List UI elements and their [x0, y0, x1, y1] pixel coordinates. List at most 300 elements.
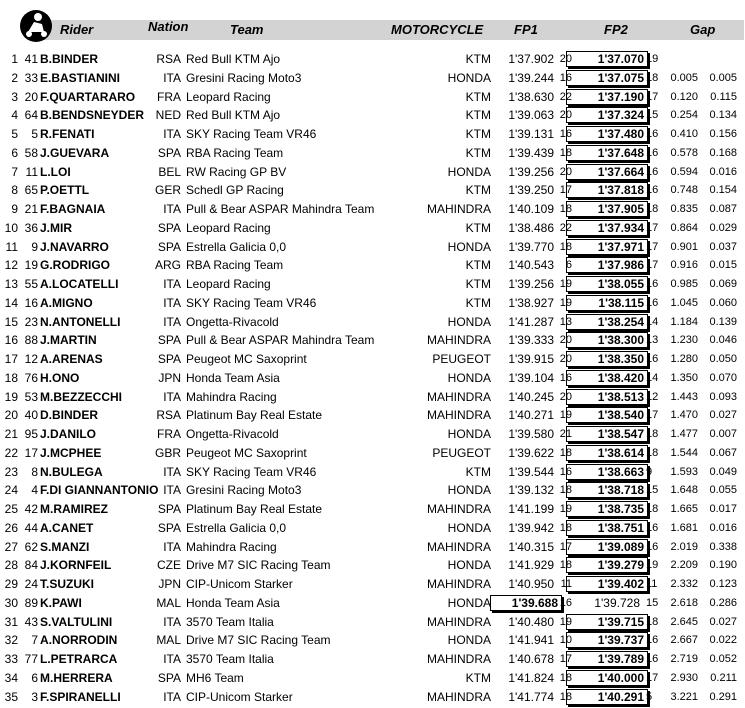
- motorcycle-rider-icon: [18, 8, 54, 44]
- cell-gap2: 0.123: [709, 578, 737, 590]
- cell-gap1: 2.209: [670, 559, 698, 572]
- cell-fp1: 1'39.256: [508, 277, 554, 291]
- cell-gap1: 0.120: [670, 90, 698, 103]
- cell-gap1: 2.019: [670, 540, 698, 553]
- cell-nation: SPA: [157, 239, 181, 254]
- cell-pos: 26: [4, 520, 18, 535]
- cell-nation: ITA: [163, 652, 181, 666]
- cell-fp1-rank: 20: [559, 334, 572, 347]
- cell-gap2: 0.007: [709, 428, 737, 440]
- cell-num: 53: [24, 389, 38, 404]
- cell-team: RBA Racing Team: [186, 258, 284, 273]
- cell-gap1: 2.332: [670, 578, 698, 590]
- cell-team: Pull & Bear ASPAR Mahindra Team: [186, 333, 375, 348]
- cell-nation: SPA: [157, 145, 181, 160]
- table-row: [0, 575, 745, 594]
- cell-rider: A.CANET: [40, 520, 94, 535]
- cell-gap2: 0.338: [709, 540, 737, 553]
- cell-fp1-rank: 16: [559, 371, 572, 384]
- cell-fp2: 1'39.279: [566, 557, 648, 573]
- table-row: [0, 125, 745, 144]
- cell-fp1: 1'39.580: [508, 427, 554, 441]
- cell-num: 5: [31, 127, 38, 141]
- cell-fp2: 1'38.614: [566, 445, 648, 461]
- table-row: [0, 425, 745, 444]
- cell-fp1-rank: 11: [560, 578, 572, 590]
- cell-moto: HONDA: [447, 520, 491, 535]
- cell-fp1: 1'39.256: [508, 164, 554, 179]
- cell-gap1: 1.045: [670, 296, 698, 309]
- cell-gap2: 0.291: [709, 690, 737, 703]
- cell-fp1: 1'37.902: [508, 52, 554, 66]
- cell-fp1: 1'41.774: [508, 689, 554, 704]
- cell-num: 95: [24, 427, 38, 441]
- cell-fp2-rank: 17: [646, 409, 659, 422]
- cell-fp2-rank: 18: [646, 203, 659, 215]
- cell-fp2-rank: 9: [646, 465, 653, 478]
- cell-gap2: 0.027: [709, 615, 737, 628]
- cell-gap1: 2.618: [670, 596, 698, 609]
- cell-fp1: 1'41.941: [508, 633, 554, 648]
- cell-pos: 14: [4, 295, 18, 310]
- cell-nation: SPA: [157, 520, 181, 535]
- cell-nation: JPN: [158, 577, 181, 591]
- cell-nation: FRA: [157, 89, 181, 104]
- cell-num: 84: [24, 558, 38, 573]
- cell-fp2-rank: 15: [646, 109, 659, 122]
- cell-gap2: 0.050: [709, 353, 737, 365]
- cell-gap2: 0.005: [709, 71, 737, 84]
- cell-rider: M.RAMIREZ: [40, 502, 108, 516]
- cell-gap1: 1.544: [670, 446, 698, 459]
- cell-moto: KTM: [465, 183, 491, 198]
- cell-fp2-rank: 15: [646, 484, 659, 497]
- cell-rider: P.OETTL: [40, 183, 90, 198]
- cell-rider: T.SUZUKI: [40, 577, 94, 591]
- cell-fp2-rank: 16: [646, 653, 659, 665]
- table-row: [0, 144, 745, 163]
- cell-num: 6: [31, 670, 38, 685]
- table-row: [0, 313, 745, 332]
- cell-pos: 29: [4, 577, 18, 591]
- header-gap: Gap: [690, 22, 716, 37]
- cell-pos: 2: [11, 70, 18, 85]
- cell-rider: L.PETRARCA: [40, 652, 118, 666]
- cell-nation: MAL: [156, 633, 181, 648]
- cell-rider: D.BINDER: [40, 408, 99, 423]
- cell-moto: KTM: [465, 52, 491, 66]
- cell-nation: ITA: [163, 464, 181, 479]
- cell-nation: ITA: [163, 70, 181, 85]
- cell-nation: RSA: [156, 52, 181, 66]
- cell-gap1: 0.410: [670, 128, 698, 140]
- cell-fp1: 1'40.109: [508, 202, 554, 216]
- cell-fp2: 1'38.115: [566, 295, 648, 311]
- cell-gap2: 0.046: [709, 334, 737, 347]
- cell-fp2-rank: 18: [646, 71, 659, 84]
- table-row: [0, 613, 745, 632]
- cell-pos: 27: [4, 539, 18, 554]
- cell-gap1: 0.005: [670, 71, 698, 84]
- cell-fp1-rank: 10: [559, 634, 572, 647]
- cell-gap2: 0.211: [710, 671, 737, 684]
- cell-team: Ongetta-Rivacold: [186, 427, 279, 441]
- cell-num: 21: [24, 202, 38, 216]
- cell-nation: ITA: [163, 614, 181, 629]
- cell-nation: MAL: [156, 595, 181, 610]
- cell-nation: ITA: [163, 295, 181, 310]
- cell-fp2: 1'39.737: [566, 632, 648, 648]
- cell-gap1: 1.230: [670, 334, 698, 347]
- cell-fp1-rank: 17: [559, 653, 572, 665]
- cell-rider: F.BAGNAIA: [40, 202, 106, 216]
- header-nation: Nation: [148, 19, 189, 34]
- table-row: [0, 650, 745, 669]
- cell-fp1: 1'39.250: [508, 183, 554, 198]
- cell-fp2-rank: 16: [646, 296, 659, 309]
- cell-pos: 8: [11, 183, 18, 198]
- cell-fp2: 1'37.480: [566, 126, 648, 142]
- table-row: [0, 538, 745, 557]
- cell-moto: MAHINDRA: [426, 502, 491, 516]
- cell-fp1-rank: 18: [559, 690, 572, 703]
- cell-gap2: 0.049: [709, 465, 737, 478]
- cell-num: 3: [31, 689, 38, 704]
- cell-fp1-rank: 21: [559, 428, 572, 440]
- cell-gap1: 1.443: [670, 390, 698, 403]
- cell-rider: F.SPIRANELLI: [40, 689, 121, 704]
- cell-pos: 23: [4, 464, 18, 479]
- table-row: [0, 106, 745, 125]
- cell-num: 88: [24, 333, 38, 348]
- table-row: [0, 163, 745, 182]
- cell-gap1: 1.593: [670, 465, 698, 478]
- cell-rider: J.KORNFEIL: [40, 558, 112, 573]
- results-table: [0, 50, 745, 706]
- cell-fp1: 1'40.543: [508, 258, 554, 273]
- cell-fp2: 1'38.513: [566, 389, 648, 405]
- cell-gap2: 0.087: [709, 203, 737, 215]
- cell-nation: GER: [154, 183, 181, 198]
- cell-num: 8: [31, 464, 38, 479]
- cell-pos: 28: [4, 558, 18, 573]
- cell-fp2-rank: 19: [646, 559, 659, 572]
- cell-num: 12: [24, 352, 38, 366]
- table-row: [0, 275, 745, 294]
- cell-gap2: 0.168: [709, 146, 737, 159]
- cell-gap1: 1.477: [670, 428, 698, 440]
- cell-num: 33: [24, 70, 38, 85]
- cell-gap2: 0.134: [709, 109, 737, 122]
- cell-fp1: 1'39.688: [490, 595, 562, 611]
- cell-fp1-rank: 16: [559, 465, 572, 478]
- cell-fp2: 1'38.350: [566, 351, 648, 367]
- cell-moto: KTM: [465, 127, 491, 141]
- cell-team: SKY Racing Team VR46: [186, 464, 317, 479]
- cell-fp2-rank: 16: [646, 634, 659, 647]
- table-row: [0, 238, 745, 257]
- cell-fp1: 1'40.245: [508, 389, 554, 404]
- cell-gap2: 0.156: [709, 128, 737, 140]
- cell-nation: BEL: [158, 164, 181, 179]
- cell-team: Platinum Bay Real Estate: [186, 502, 323, 516]
- cell-team: Gresini Racing Moto3: [186, 483, 302, 498]
- cell-moto: MAHINDRA: [426, 689, 491, 704]
- table-row: [0, 256, 745, 275]
- cell-num: 24: [24, 577, 38, 591]
- cell-team: Honda Team Asia: [186, 370, 280, 385]
- cell-fp1: 1'38.486: [508, 220, 554, 235]
- cell-rider: F.DI GIANNANTONIO: [40, 483, 159, 498]
- cell-fp1-rank: 20: [559, 109, 572, 122]
- cell-pos: 30: [4, 595, 18, 610]
- cell-nation: SPA: [157, 333, 181, 348]
- cell-fp1-rank: 18: [559, 146, 572, 159]
- cell-pos: 15: [4, 314, 18, 329]
- cell-fp2-rank: 15: [646, 596, 659, 609]
- cell-fp1-rank: 22: [559, 90, 572, 103]
- cell-team: 3570 Team Italia: [186, 614, 274, 629]
- cell-fp1: 1'39.333: [508, 333, 554, 348]
- cell-fp2: 1'38.254: [566, 314, 648, 330]
- table-row: [0, 406, 745, 425]
- cell-fp1-rank: 19: [559, 503, 572, 515]
- cell-fp1: 1'39.544: [508, 464, 554, 479]
- cell-gap1: 2.930: [670, 671, 698, 684]
- cell-gap1: 0.985: [670, 278, 698, 290]
- cell-gap1: 0.748: [670, 184, 698, 197]
- cell-moto: HONDA: [447, 595, 491, 610]
- cell-moto: MAHINDRA: [426, 408, 491, 423]
- cell-fp2-rank: 14: [646, 315, 659, 328]
- cell-gap1: 1.184: [670, 315, 698, 328]
- cell-gap2: 0.016: [709, 165, 737, 178]
- cell-team: Estrella Galicia 0,0: [186, 520, 287, 535]
- table-row: [0, 200, 745, 219]
- cell-fp2: 1'37.070: [566, 51, 648, 67]
- cell-moto: MAHINDRA: [426, 333, 491, 348]
- cell-fp1-rank: 18: [559, 521, 572, 534]
- cell-fp2-rank: 17: [646, 671, 659, 684]
- cell-fp2: 1'37.934: [566, 220, 648, 236]
- table-row: [0, 481, 745, 500]
- cell-fp2: 1'37.664: [566, 164, 648, 180]
- table-row: [0, 69, 745, 88]
- cell-fp2: 1'39.789: [566, 651, 648, 667]
- cell-team: RBA Racing Team: [186, 145, 284, 160]
- cell-moto: KTM: [465, 295, 491, 310]
- cell-nation: ITA: [163, 314, 181, 329]
- cell-gap2: 0.055: [709, 484, 737, 497]
- cell-moto: KTM: [465, 670, 491, 685]
- cell-gap2: 0.060: [709, 296, 737, 309]
- cell-pos: 11: [5, 239, 18, 254]
- cell-fp1: 1'39.063: [508, 108, 554, 123]
- cell-moto: HONDA: [447, 633, 491, 648]
- cell-fp1-rank: 19: [559, 409, 572, 422]
- cell-rider: A.ARENAS: [40, 352, 103, 366]
- cell-fp1-rank: 18: [559, 484, 572, 497]
- cell-gap1: 0.578: [670, 146, 698, 159]
- header-team: Team: [230, 22, 264, 37]
- cell-pos: 5: [11, 127, 18, 141]
- cell-team: Estrella Galicia 0,0: [186, 239, 287, 254]
- cell-gap2: 0.190: [709, 559, 737, 572]
- cell-rider: G.RODRIGO: [40, 258, 111, 273]
- cell-team: Gresini Racing Moto3: [186, 70, 302, 85]
- cell-moto: HONDA: [447, 483, 491, 498]
- cell-pos: 13: [4, 277, 18, 291]
- cell-fp2: 1'38.420: [566, 370, 648, 386]
- cell-team: Leopard Racing: [186, 277, 271, 291]
- cell-rider: S.VALTULINI: [40, 614, 113, 629]
- cell-fp2: 1'37.324: [566, 107, 648, 123]
- cell-fp2: 1'37.190: [566, 89, 648, 105]
- cell-team: Platinum Bay Real Estate: [186, 408, 323, 423]
- cell-moto: HONDA: [447, 70, 491, 85]
- cell-gap1: 1.648: [670, 484, 698, 497]
- table-row: [0, 463, 745, 482]
- cell-pos: 33: [4, 652, 18, 666]
- cell-fp2-rank: 17: [646, 259, 659, 272]
- cell-nation: FRA: [157, 427, 181, 441]
- cell-num: 9: [31, 239, 38, 254]
- cell-fp2: 1'38.663: [566, 464, 648, 480]
- table-row: [0, 388, 745, 407]
- table-row: [0, 500, 745, 519]
- header-fp1: FP1: [514, 22, 538, 37]
- cell-rider: A.NORRODIN: [40, 633, 118, 648]
- cell-fp2: 1'38.718: [566, 482, 648, 498]
- cell-gap2: 0.015: [709, 259, 737, 272]
- cell-num: 20: [24, 89, 38, 104]
- cell-nation: SPA: [157, 352, 181, 366]
- cell-gap2: 0.017: [709, 503, 737, 515]
- cell-pos: 12: [4, 258, 18, 273]
- table-row: [0, 50, 745, 69]
- header-rider: Rider: [60, 22, 94, 37]
- cell-fp1: 1'41.824: [508, 670, 554, 685]
- cell-moto: MAHINDRA: [426, 389, 491, 404]
- cell-num: 89: [24, 595, 38, 610]
- table-row: [0, 519, 745, 538]
- cell-fp2-rank: 17: [646, 90, 659, 103]
- cell-fp1-rank: 20: [559, 353, 572, 365]
- cell-pos: 6: [11, 145, 18, 160]
- cell-moto: MAHINDRA: [426, 577, 491, 591]
- cell-gap2: 0.115: [710, 90, 737, 103]
- cell-rider: J.GUEVARA: [40, 145, 110, 160]
- cell-team: SKY Racing Team VR46: [186, 295, 317, 310]
- cell-num: 58: [24, 145, 38, 160]
- cell-fp1-rank: 16: [559, 71, 572, 84]
- cell-team: 3570 Team Italia: [186, 652, 274, 666]
- cell-team: Honda Team Asia: [186, 595, 280, 610]
- cell-fp1: 1'39.132: [508, 483, 554, 498]
- cell-gap2: 0.069: [709, 278, 737, 290]
- cell-team: Drive M7 SIC Racing Team: [186, 558, 331, 573]
- table-row: [0, 350, 745, 369]
- cell-moto: KTM: [465, 277, 491, 291]
- cell-nation: ITA: [163, 127, 181, 141]
- cell-pos: 32: [4, 633, 18, 648]
- cell-fp1: 1'39.439: [508, 145, 554, 160]
- cell-team: Peugeot MC Saxoprint: [186, 445, 307, 460]
- table-row: [0, 669, 745, 688]
- cell-gap2: 0.067: [709, 446, 737, 459]
- cell-num: 55: [24, 277, 38, 291]
- cell-team: Red Bull KTM Ajo: [186, 52, 281, 66]
- cell-num: 77: [24, 652, 38, 666]
- cell-team: Drive M7 SIC Racing Team: [186, 633, 331, 648]
- cell-team: Mahindra Racing: [186, 539, 277, 554]
- cell-gap2: 0.093: [709, 390, 737, 403]
- cell-pos: 35: [4, 689, 18, 704]
- cell-pos: 3: [11, 89, 18, 104]
- cell-fp2-rank: 16: [646, 165, 659, 178]
- cell-fp2-rank: 12: [646, 390, 659, 403]
- cell-rider: J.NAVARRO: [40, 239, 109, 254]
- cell-team: SKY Racing Team VR46: [186, 127, 317, 141]
- cell-fp1: 1'40.678: [508, 652, 554, 666]
- cell-fp1-rank: 20: [559, 53, 572, 65]
- cell-gap2: 0.070: [709, 371, 737, 384]
- cell-moto: HONDA: [447, 314, 491, 329]
- cell-fp2-rank: 16: [646, 146, 659, 159]
- table-row: [0, 181, 745, 200]
- cell-pos: 22: [4, 445, 18, 460]
- cell-fp2-rank: 18: [646, 428, 659, 440]
- cell-moto: HONDA: [447, 427, 491, 441]
- cell-rider: R.FENATI: [40, 127, 95, 141]
- cell-fp2: 1'37.818: [566, 182, 648, 198]
- cell-moto: MAHINDRA: [426, 539, 491, 554]
- cell-team: CIP-Unicom Starker: [186, 577, 293, 591]
- cell-nation: ARG: [154, 258, 181, 273]
- cell-rider: B.BINDER: [40, 52, 99, 66]
- table-row: [0, 444, 745, 463]
- cell-fp2-rank: 16: [646, 278, 659, 290]
- cell-fp1: 1'39.622: [508, 445, 554, 460]
- cell-moto: MAHINDRA: [426, 652, 491, 666]
- cell-fp2: 1'37.905: [566, 201, 648, 217]
- cell-pos: 20: [4, 408, 18, 423]
- cell-num: 17: [24, 445, 38, 460]
- cell-team: Leopard Racing: [186, 220, 271, 235]
- cell-fp2-rank: 5: [646, 690, 653, 703]
- cell-fp1: 1'38.927: [508, 295, 554, 310]
- cell-fp1-rank: 16: [559, 128, 572, 140]
- cell-fp1-rank: 13: [559, 315, 572, 328]
- cell-nation: GBR: [154, 445, 181, 460]
- cell-team: Schedl GP Racing: [186, 183, 284, 198]
- cell-fp2: 1'38.547: [566, 426, 648, 442]
- cell-pos: 9: [11, 202, 18, 216]
- cell-fp2: 1'37.971: [566, 239, 648, 255]
- cell-rider: K.PAWI: [40, 595, 82, 610]
- cell-fp2-rank: 18: [646, 615, 659, 628]
- cell-nation: CZE: [157, 558, 181, 573]
- cell-gap2: 0.286: [709, 596, 737, 609]
- cell-fp2-rank: 16: [646, 184, 659, 197]
- cell-rider: M.BEZZECCHI: [40, 389, 122, 404]
- cell-pos: 4: [11, 108, 18, 123]
- cell-gap1: 1.681: [670, 521, 698, 534]
- cell-moto: HONDA: [447, 164, 491, 179]
- cell-fp1: 1'39.131: [508, 127, 554, 141]
- cell-fp2-rank: 16: [646, 521, 659, 534]
- cell-num: 62: [24, 539, 38, 554]
